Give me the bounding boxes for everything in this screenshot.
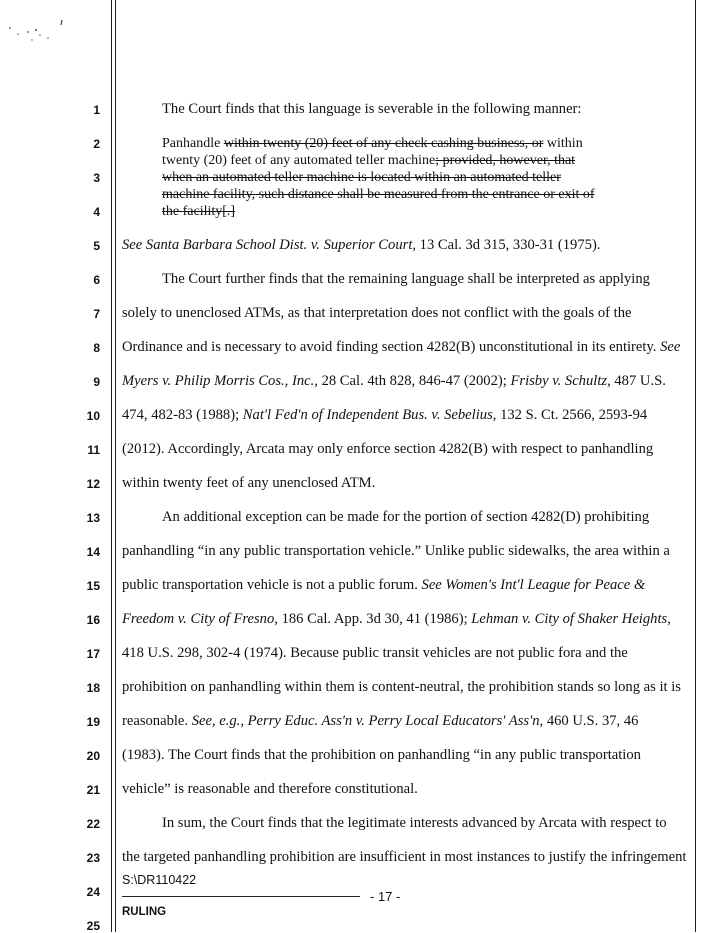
body-line — [122, 848, 687, 866]
line-number: 20 — [86, 749, 100, 763]
line-number: 24 — [86, 885, 100, 899]
left-margin-rule — [111, 0, 112, 932]
body-line — [162, 270, 715, 288]
text-run: The Court finds that this language is severable in the following manner: — [162, 101, 582, 117]
line-number: 17 — [86, 647, 100, 661]
citation-line — [122, 236, 682, 254]
body-line — [122, 372, 682, 390]
text-run: , 186 Cal. App. 3d 30, 41 (1986); — [274, 611, 472, 627]
line-number: 4 — [93, 205, 100, 219]
text-run: within — [543, 136, 583, 151]
text-run: 418 U.S. 298, 302-4 (1974). Because public transit vehicles are not public fora and the — [122, 645, 628, 661]
page-number: - 17 - — [370, 889, 401, 904]
body-line — [122, 440, 682, 458]
line-number: 2 — [93, 137, 100, 151]
line-number: 19 — [86, 715, 100, 729]
text-run: (1983). The Court finds that the prohibition on panhandling “in any public transportation — [122, 747, 641, 763]
text-run: , 13 Cal. 3d 315, 330-31 (1975). — [412, 237, 601, 253]
line-number: 16 — [86, 613, 100, 627]
body-line — [122, 474, 682, 492]
document-title-footer: RULING — [122, 906, 167, 918]
line-number: 10 — [86, 409, 100, 423]
text-run: prohibition on panhandling within them is content-neutral, the prohibition stands so long as it is — [122, 679, 681, 695]
text-run: , 28 Cal. 4th 828, 846-47 (2002); — [314, 373, 511, 389]
text-run: vehicle” is reasonable and therefore constitutional. — [122, 781, 418, 797]
line-number: 9 — [93, 375, 100, 389]
case-citation: Lehman v. City of Shaker Heights — [471, 611, 668, 627]
case-citation: Nat'l Fed'n of Independent Bus. v. Sebelius — [242, 407, 493, 423]
document-code: S:\DR110422 — [122, 873, 197, 887]
text-run: solely to unenclosed ATMs, as that interpretation does not conflict with the goals of the — [122, 305, 632, 321]
line-number: 21 — [86, 783, 100, 797]
body-line — [162, 814, 715, 832]
quote-line — [162, 152, 622, 169]
paragraph-intro-line — [162, 100, 715, 118]
struck-text: within twenty (20) feet of any check cashing business, or — [223, 136, 544, 151]
text-run: Panhandle — [162, 136, 224, 151]
scan-specks — [6, 6, 76, 46]
line-number: 6 — [93, 273, 100, 287]
line-number: 22 — [86, 817, 100, 831]
line-number: 13 — [86, 511, 100, 525]
body-line — [122, 576, 682, 594]
quote-line — [162, 135, 622, 152]
text-run: , 487 U.S. — [607, 373, 666, 389]
text-run: The Court further finds that the remaining language shall be interpreted as applying — [162, 271, 650, 287]
line-number: 18 — [86, 681, 100, 695]
text-run: , — [667, 611, 671, 627]
line-number: 23 — [86, 851, 100, 865]
line-number: 14 — [86, 545, 100, 559]
line-number: 8 — [93, 341, 100, 355]
text-run: 474, 482-83 (1988); — [122, 407, 243, 423]
quote-line — [162, 169, 622, 186]
line-number: 5 — [93, 239, 100, 253]
right-margin-rule — [695, 0, 696, 932]
signal-see: See — [660, 339, 681, 355]
case-citation: See Women's Int'l League for Peace & — [421, 577, 646, 593]
left-margin-rule-inner — [115, 0, 116, 932]
line-number: 11 — [87, 443, 100, 457]
body-line — [122, 644, 682, 662]
text-run: , 460 U.S. 37, 46 — [539, 713, 639, 729]
line-number: 7 — [93, 307, 100, 321]
line-number: 25 — [86, 919, 100, 933]
body-line — [122, 304, 682, 322]
text-run: , 132 S. Ct. 2566, 2593-94 — [492, 407, 648, 423]
case-citation: Myers v. Philip Morris Cos., Inc. — [122, 373, 315, 389]
quote-line — [162, 203, 622, 220]
text-run: the targeted panhandling prohibition are insufficient in most instances to justify the infringement — [122, 849, 687, 865]
line-number: 1 — [93, 103, 100, 117]
body-line — [122, 406, 682, 424]
text-run: within twenty feet of any unenclosed ATM. — [122, 475, 376, 491]
struck-text: the facility — [162, 204, 223, 219]
case-citation: Frisby v. Schultz — [510, 373, 608, 389]
body-line — [122, 746, 682, 764]
line-number: 3 — [93, 171, 100, 185]
text-run: An additional exception can be made for the portion of section 4282(D) prohibiting — [162, 509, 650, 525]
line-number: 15 — [86, 579, 100, 593]
text-run: Ordinance and is necessary to avoid finding section 4282(B) unconstitutional in its entirety. — [122, 339, 661, 355]
text-run: twenty (20) feet of any automated teller machine — [162, 153, 436, 168]
struck-text: when an automated teller machine is located within an automated teller — [162, 170, 561, 185]
case-citation: Freedom v. City of Fresno — [122, 611, 275, 627]
quote-line — [162, 186, 622, 203]
body-line — [122, 678, 682, 696]
body-line — [122, 610, 682, 628]
text-run: reasonable. — [122, 713, 192, 729]
body-line — [122, 780, 682, 798]
case-citation: See Santa Barbara School Dist. v. Superior Court — [122, 237, 413, 253]
text-run: panhandling “in any public transportation vehicle.” Unlike public sidewalks, the area within a — [122, 543, 670, 559]
text-run: (2012). Accordingly, Arcata may only enforce section 4282(B) with respect to panhandling — [122, 441, 654, 457]
body-line — [162, 508, 715, 526]
body-line — [122, 338, 682, 356]
body-line — [122, 712, 682, 730]
struck-text: [.] — [222, 204, 236, 219]
text-run: In sum, the Court finds that the legitimate interests advanced by Arcata with respect to — [162, 815, 667, 831]
body-line — [122, 542, 682, 560]
struck-text: ; provided, however, that — [435, 153, 576, 168]
text-run: public transportation vehicle is not a public forum. — [122, 577, 422, 593]
line-number: 12 — [86, 477, 100, 491]
footer-rule — [122, 896, 360, 897]
case-citation: See, e.g., Perry Educ. Ass'n v. Perry Local Educators' Ass'n — [191, 713, 540, 729]
struck-text: machine facility, such distance shall be measured from the entrance or exit of — [162, 187, 595, 202]
